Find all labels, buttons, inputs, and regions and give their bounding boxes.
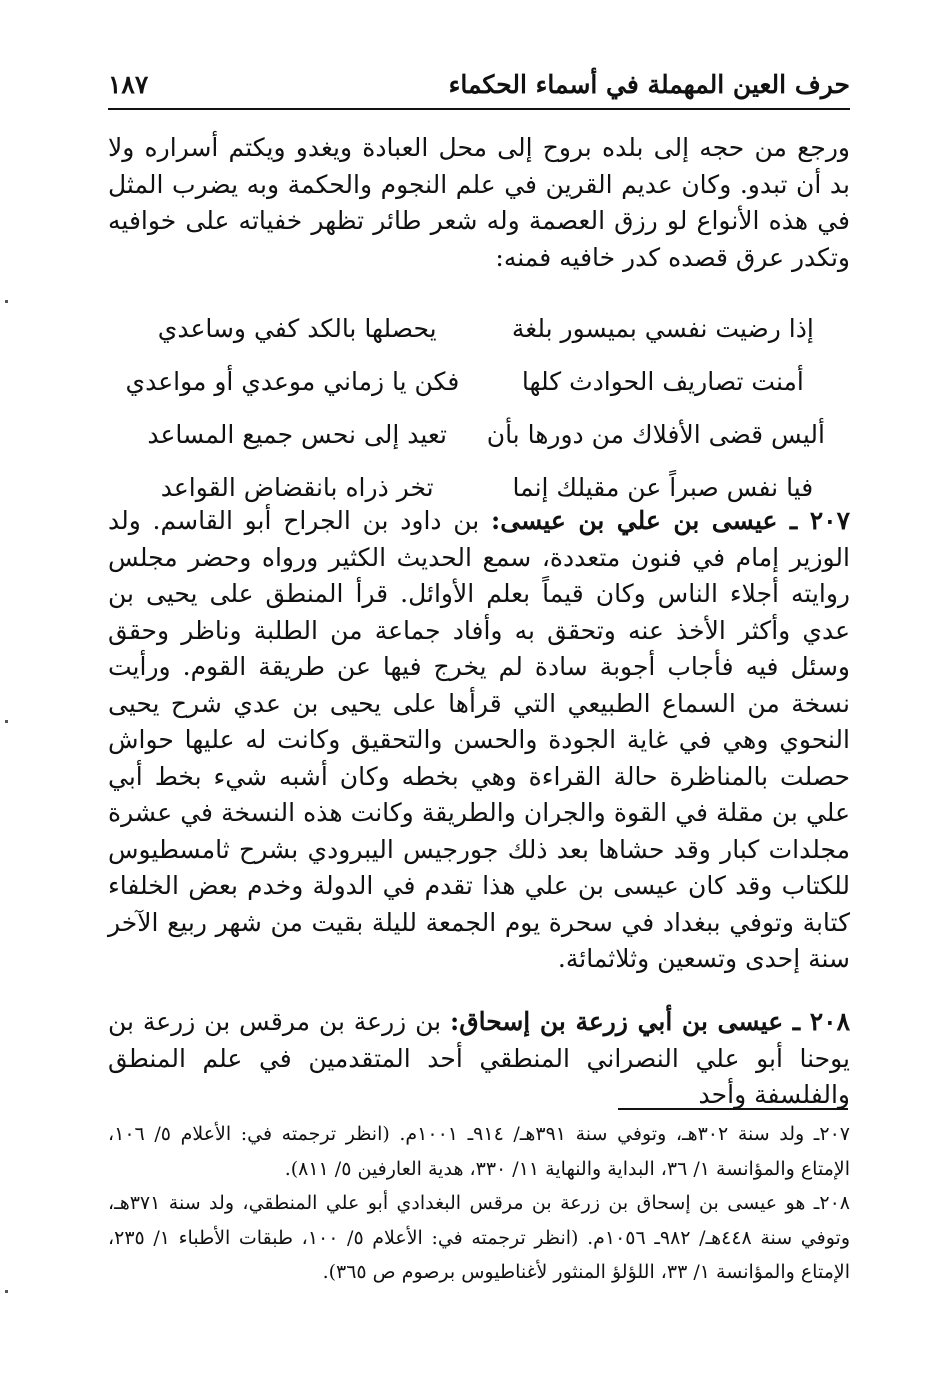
intro-text: ورجع من حجه إلى بلده بروح إلى محل العبادة ويغدو ويكتم أسراره ولا بد أن تبدو. وكان عديم القرين في علم النجوم والحكمة وبه يضرب المثل في هذه الأنواع لو رزق العصمة وله شعر طائر تظهر خفياته على خوافيه وتكدر عرق قصده كدر خافيه فمنه: xyxy=(108,133,850,272)
margin-dot xyxy=(5,1290,8,1293)
page-number: ١٨٧ xyxy=(108,69,149,99)
intro-paragraph xyxy=(108,130,850,276)
entry-207-paragraph xyxy=(108,503,850,978)
verse-second-half: يحصلها بالكد كفي وساعدي xyxy=(157,314,437,343)
footnote-208: ٢٠٨ـ هو عيسى بن إسحاق بن زرعة بن مرقس البغدادي أبو علي المنطقي، ولد سنة ٣٧١هـ، وتوفي سنة ٤٤٨هـ/ ٩٨٢ـ ١٠٥٦م. (انظر ترجمته في: الأعلام ٥/ ١٠٠، طبقات الأطباء ١/ ٢٣٥، الإمتاع والمؤانسة ١/ ٣٣، اللؤلؤ المنثور لأغناطيوس برصوم ص ٣٦٥). xyxy=(108,1192,851,1283)
entry-207-text: بن داود بن الجراح أبو القاسم. ولد الوزير إمام في فنون متعددة، سمع الحديث الكثير ورواه وحضر مجلس روايته أجلاء الناس وكان قيماً بعلم الأوائل. قرأ المنطق على يحيى بن عدي وأكثر الأخذ عنه وتحقق به وأفاد جماعة من الطلبة وناظر وحقق وسئل فيه فأجاب أجوبة سادة لم يخرج فيها عن طريقة القوم. ورأيت نسخة من السماع الطبيعي التي قرأها على يحيى بن عدي شرح يحيى النحوي وهي في غاية الجودة والحسن والتحقيق وكانت له عليها حواش حصلت بالمناظرة حالة القراءة وهي بخطه وكان أشبه شيء بخط أبي علي بن مقلة في القوة والجران والطريقة وكانت هذه النسخة في عشرة مجلدات كبار وقد حشاها بعد ذلك جورجيس اليبرودي بشرح ثامسطيوس للكتاب وقد كان عيسى بن علي هذا تقدم في الدولة وخدم بعض الخلفاء كتابة وتوفي ببغداد في سحرة يوم الجمعة لليلة بقيت من شهر ربيع الآخر سنة إحدى وتسعين وثلاثمائة. xyxy=(108,506,850,973)
entry-207-heading: ٢٠٧ ـ عيسى بن علي بن عيسى: xyxy=(491,506,851,535)
verse-second-half: فكن يا زماني موعدي أو مواعدي xyxy=(125,367,460,396)
margin-dot xyxy=(5,720,8,723)
header-title: حرف العين المهملة في أسماء الحكماء xyxy=(448,69,850,99)
header-rule xyxy=(108,108,850,110)
running-header xyxy=(108,62,850,106)
entry-208-heading: ٢٠٨ ـ عيسى بن أبي زرعة بن إسحاق: xyxy=(449,1007,851,1036)
footnotes xyxy=(108,1117,850,1290)
verse-first-half: أمنت تصاريف الحوادث كلها xyxy=(521,367,804,396)
entry-208 xyxy=(108,1004,850,1114)
entry-207 xyxy=(108,503,850,978)
entry-208-text: بن زرعة بن مرقس بن زرعة بن يوحنا أبو علي النصراني المنطقي أحد المتقدمين في علم المنطق والفلسفة وأحد xyxy=(108,1007,850,1109)
verse-first-half: أليس قضى الأفلاك من دورها بأن xyxy=(486,420,825,449)
verse-line xyxy=(135,408,825,461)
poem xyxy=(125,302,825,514)
entry-208-paragraph xyxy=(108,1004,850,1114)
verse-second-half: تعيد إلى نحس جميع المساعد xyxy=(147,420,447,449)
verse-first-half: فيا نفس صبراً عن مقيلك إنما xyxy=(512,473,814,502)
margin-dot xyxy=(5,300,8,303)
verse-first-half: إذا رضيت نفسي بميسور بلغة xyxy=(511,314,814,343)
footnote-rule xyxy=(618,1108,848,1110)
footnote-207: ٢٠٧ـ ولد سنة ٣٠٢هـ، وتوفي سنة ٣٩١هـ/ ٩١٤ـ ١٠٠١م. (انظر ترجمته في: الأعلام ٥/ ١٠٦، الإمتاع والمؤانسة ١/ ٣٦، البداية والنهاية ١١/ ٣٣٠، هدية العارفين ٥/ ٨١١). xyxy=(108,1123,851,1180)
verse-line xyxy=(125,355,825,408)
verse-second-half: تخر ذراه بانقضاض القواعد xyxy=(160,473,434,502)
verse-line xyxy=(135,302,825,355)
